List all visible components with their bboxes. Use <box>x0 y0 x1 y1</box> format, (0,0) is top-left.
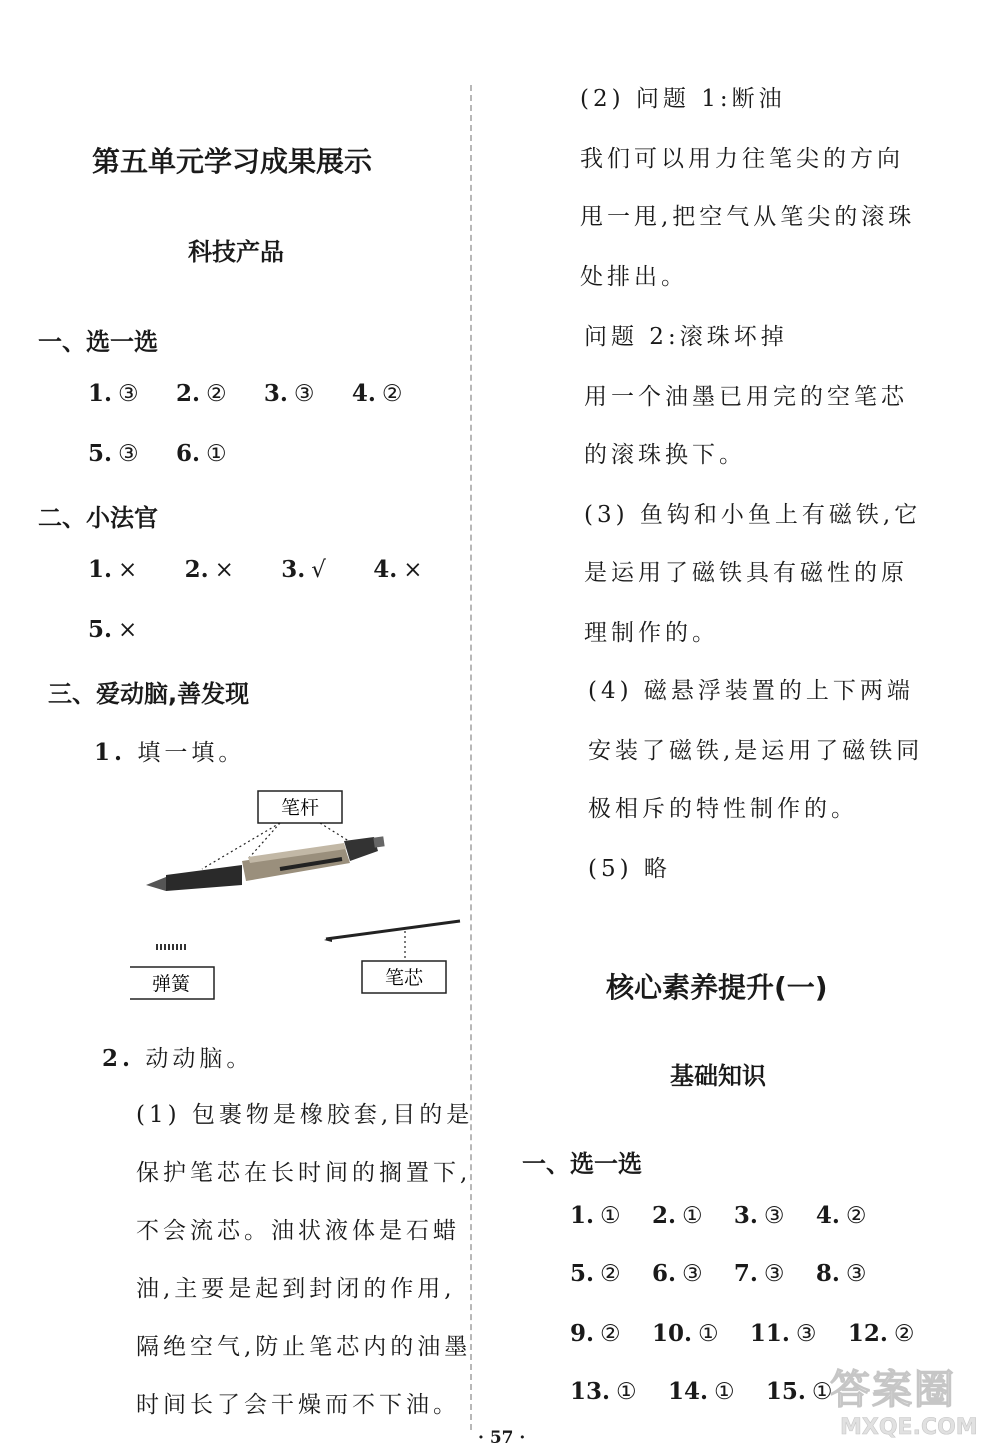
answer-text-line: 的滚珠换下。 <box>584 442 746 468</box>
answer-row: 5. ③ 6. ① <box>88 440 227 467</box>
answer-text-line: (2) 问题 1:断油 <box>580 86 786 112</box>
answer-text-line: 是运用了磁铁具有磁性的原 <box>584 560 908 586</box>
pen-image <box>146 836 385 891</box>
answer-row: 1. × 2. × 3. √ 4. × <box>88 556 423 583</box>
answer-text-line: 处排出。 <box>580 264 688 290</box>
label-refill: 笔芯 <box>384 967 424 989</box>
section-heading-think: 三、爱动脑,善发现 <box>48 680 250 708</box>
pointer-line <box>320 823 352 843</box>
page-number: · 57 · <box>478 1428 526 1448</box>
answer-text-line: 保护笔芯在长时间的搁置下, <box>136 1160 472 1186</box>
column-divider <box>470 85 472 1430</box>
answer-text-line: 油,主要是起到封闭的作用, <box>136 1276 456 1302</box>
answer-text-line: 甩一甩,把空气从笔尖的滚珠 <box>580 204 916 230</box>
refill-image <box>324 921 460 942</box>
label-spring: 弹簧 <box>151 973 191 995</box>
label-barrel: 笔杆 <box>280 797 320 819</box>
answer-row: 1. ③ 2. ② 3. ③ 4. ② <box>88 380 403 407</box>
answer-text-line: 不会流芯。油状液体是石蜡 <box>136 1218 460 1244</box>
question-line: 1. 填一填。 <box>94 739 246 766</box>
answer-text-line: 安装了磁铁,是运用了磁铁同 <box>588 738 924 764</box>
watermark-logo <box>830 1358 995 1450</box>
answer-text-line: (4) 磁悬浮装置的上下两端 <box>588 678 914 704</box>
answer-text-line: 我们可以用力往笔尖的方向 <box>580 146 904 172</box>
answer-row: 5. × <box>88 616 138 643</box>
section-heading-choose: 一、选一选 <box>38 328 158 356</box>
pen-diagram <box>130 785 470 1005</box>
answer-text-line: 问题 2:滚珠坏掉 <box>584 324 788 350</box>
answer-row: 13. ① 14. ① 15. ① <box>570 1378 833 1405</box>
section-title: 核心素养提升(一) <box>606 971 828 1004</box>
answer-text-line: (5) 略 <box>588 856 671 882</box>
page-title: 第五单元学习成果展示 <box>92 145 373 178</box>
answer-text-line: 隔绝空气,防止笔芯内的油墨 <box>136 1334 472 1360</box>
answer-text-line: 理制作的。 <box>584 620 719 646</box>
answer-text-line: 时间长了会干燥而不下油。 <box>136 1392 460 1418</box>
answer-row: 1. ① 2. ① 3. ③ 4. ② <box>570 1202 867 1229</box>
answer-text-line: (1) 包裹物是橡胶套,目的是 <box>136 1102 474 1128</box>
answer-row: 5. ② 6. ③ 7. ③ 8. ③ <box>570 1260 867 1287</box>
section-heading-choose: 一、选一选 <box>522 1150 642 1178</box>
answer-text-line: (3) 鱼钩和小鱼上有磁铁,它 <box>584 502 922 528</box>
answer-text-line: 极相斥的特性制作的。 <box>588 796 858 822</box>
watermark-line2: MXQE.COM <box>840 1415 978 1440</box>
answer-row: 9. ② 10. ① 11. ③ 12. ② <box>570 1320 915 1347</box>
section-subtitle: 科技产品 <box>188 238 284 266</box>
section-heading-judge: 二、小法官 <box>38 504 158 532</box>
question-line: 2. 动动脑。 <box>102 1045 254 1072</box>
watermark-line1: 答案圈 <box>830 1367 956 1413</box>
section-subtitle: 基础知识 <box>670 1062 766 1090</box>
answer-text-line: 用一个油墨已用完的空笔芯 <box>584 384 908 410</box>
